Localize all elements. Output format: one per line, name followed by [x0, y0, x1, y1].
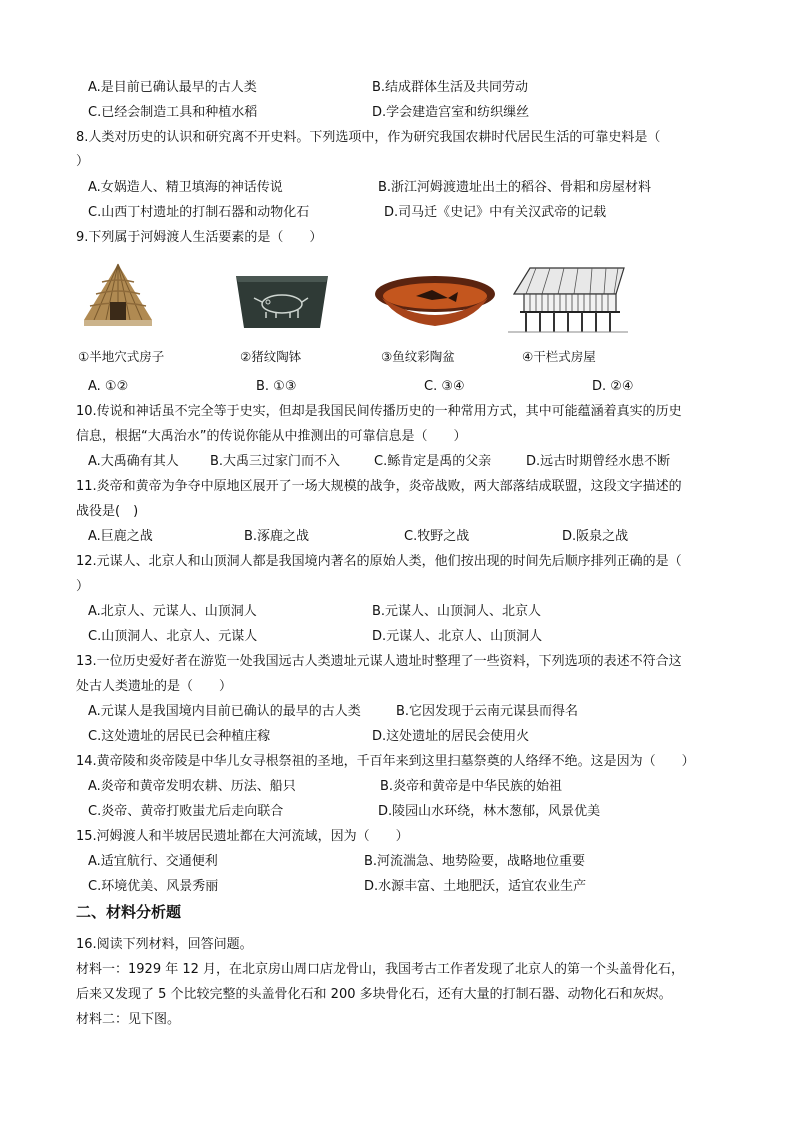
q14-option-b: B.炎帝和黄帝是中华民族的始祖 [380, 779, 563, 794]
q13-option-a: A.元谋人是我国境内目前已确认的最早的古人类 [88, 704, 361, 719]
stilt-house-icon [506, 264, 630, 336]
fish-painted-basin-icon [372, 272, 498, 330]
q9-caption-3: ③鱼纹彩陶盆 [381, 349, 455, 364]
q15-stem: 15.河姆渡人和半坡居民遗址都在大河流域，因为（ ） [76, 829, 409, 844]
q9-option-a: A. ①② [88, 379, 129, 394]
q8-option-c: C.山西丁村遗址的打制石器和动物化石 [88, 205, 310, 220]
q11-option-c: C.牧野之战 [404, 529, 470, 544]
q9-caption-1: ①半地穴式房子 [78, 349, 165, 364]
q9-option-c: C. ③④ [424, 379, 465, 394]
q12-option-c: C.山顶洞人、北京人、元谋人 [88, 629, 258, 644]
q10-stem: 10.传说和神话虽不完全等于史实，但却是我国民间传播历史的一种常用方式，其中可能蕴涵着真实的历史 [76, 404, 682, 419]
q10-option-d: D.远古时期曾经水患不断 [526, 454, 671, 469]
q12-stem-cont: ） [76, 579, 90, 594]
q9-option-d: D. ②④ [592, 379, 634, 394]
q7-option-a: A.是目前已确认最早的古人类 [88, 80, 257, 95]
q12-option-a: A.北京人、元谋人、山顶洞人 [88, 604, 257, 619]
q7-option-d: D.学会建造宫室和纺织缫丝 [372, 105, 530, 120]
q11-option-a: A.巨鹿之战 [88, 529, 153, 544]
q14-option-a: A.炎帝和黄帝发明农耕、历法、船只 [88, 779, 296, 794]
q14-option-c: C.炎帝、黄帝打败蚩尤后走向联合 [88, 804, 284, 819]
q7-option-c: C.已经会制造工具和种植水稻 [88, 105, 258, 120]
q13-option-d: D.这处遗址的居民会使用火 [372, 729, 530, 744]
q13-stem: 13.一位历史爱好者在游览一处我国远古人类遗址元谋人遗址时整理了一些资料，下列选项的表述不符合这 [76, 654, 682, 669]
q8-option-b: B.浙江河姆渡遗址出土的稻谷、骨耜和房屋材料 [378, 180, 652, 195]
q14-option-d: D.陵园山水环绕，林木葱郁，风景优美 [378, 804, 601, 819]
q8-option-a: A.女娲造人、精卫填海的神话传说 [88, 180, 283, 195]
q13-option-c: C.这处遗址的居民已会种植庄稼 [88, 729, 271, 744]
q11-stem: 11.炎帝和黄帝为争夺中原地区展开了一场大规模的战争，炎帝战败，两大部落结成联盟，这段文字描述的 [76, 479, 682, 494]
q13-stem-cont: 处古人类遗址的是（ ） [76, 679, 233, 694]
q10-option-b: B.大禹三过家门而不入 [210, 454, 341, 469]
q9-caption-4: ④干栏式房屋 [522, 349, 596, 364]
q7-option-b: B.结成群体生活及共同劳动 [372, 80, 529, 95]
section-title: 二、材料分析题 [76, 903, 182, 921]
q10-option-a: A.大禹确有其人 [88, 454, 179, 469]
q15-option-d: D.水源丰富、土地肥沃，适宜农业生产 [364, 879, 587, 894]
q15-option-b: B.河流湍急、地势险要，战略地位重要 [364, 854, 586, 869]
q12-stem: 12.元谋人、北京人和山顶洞人都是我国境内著名的原始人类，他们按出现的时间先后顺序排列正确的是（ [76, 554, 682, 569]
q16-material1-cont: 后来又发现了 5 个比较完整的头盖骨化石和 200 多块骨化石，还有大量的打制石器、动物化石和灰烬。 [76, 987, 672, 1002]
q11-stem-cont: 战役是( ) [76, 504, 139, 519]
q16-stem: 16.阅读下列材料，回答问题。 [76, 937, 253, 952]
q13-option-b: B.它因发现于云南元谋县而得名 [396, 704, 579, 719]
q11-option-d: D.阪泉之战 [562, 529, 629, 544]
q16-material2: 材料二：见下图。 [76, 1012, 181, 1027]
q9-stem: 9.下列属于河姆渡人生活要素的是（ ） [76, 230, 323, 245]
q9-caption-2: ②猪纹陶钵 [240, 349, 302, 364]
q10-stem-cont: 信息，根据“大禹治水”的传说你能从中推测出的可靠信息是（ ） [76, 429, 467, 444]
q8-stem-cont: ） [76, 154, 90, 169]
q9-option-b: B. ①③ [256, 379, 297, 394]
pig-pottery-bowl-icon [232, 268, 332, 334]
q12-option-b: B.元谋人、山顶洞人、北京人 [372, 604, 542, 619]
q14-stem: 14.黄帝陵和炎帝陵是中华儿女寻根祭祖的圣地，千百年来到这里扫墓祭奠的人络绎不绝。这是因为（ ） [76, 754, 695, 769]
q16-material1: 材料一：1929 年 12 月，在北京房山周口店龙骨山，我国考古工作者发现了北京人的第一个头盖骨化石， [76, 962, 685, 977]
q10-option-c: C.鲧肯定是禹的父亲 [374, 454, 492, 469]
q8-stem: 8.人类对历史的认识和研究离不开史料。下列选项中，作为研究我国农耕时代居民生活的可靠史料是（ [76, 130, 661, 145]
q15-option-a: A.适宜航行、交通便利 [88, 854, 218, 869]
thatched-hut-icon [80, 262, 156, 338]
q15-option-c: C.环境优美、风景秀丽 [88, 879, 219, 894]
q12-option-d: D.元谋人、北京人、山顶洞人 [372, 629, 543, 644]
q11-option-b: B.涿鹿之战 [244, 529, 310, 544]
q8-option-d: D.司马迁《史记》中有关汉武帝的记载 [384, 205, 607, 220]
